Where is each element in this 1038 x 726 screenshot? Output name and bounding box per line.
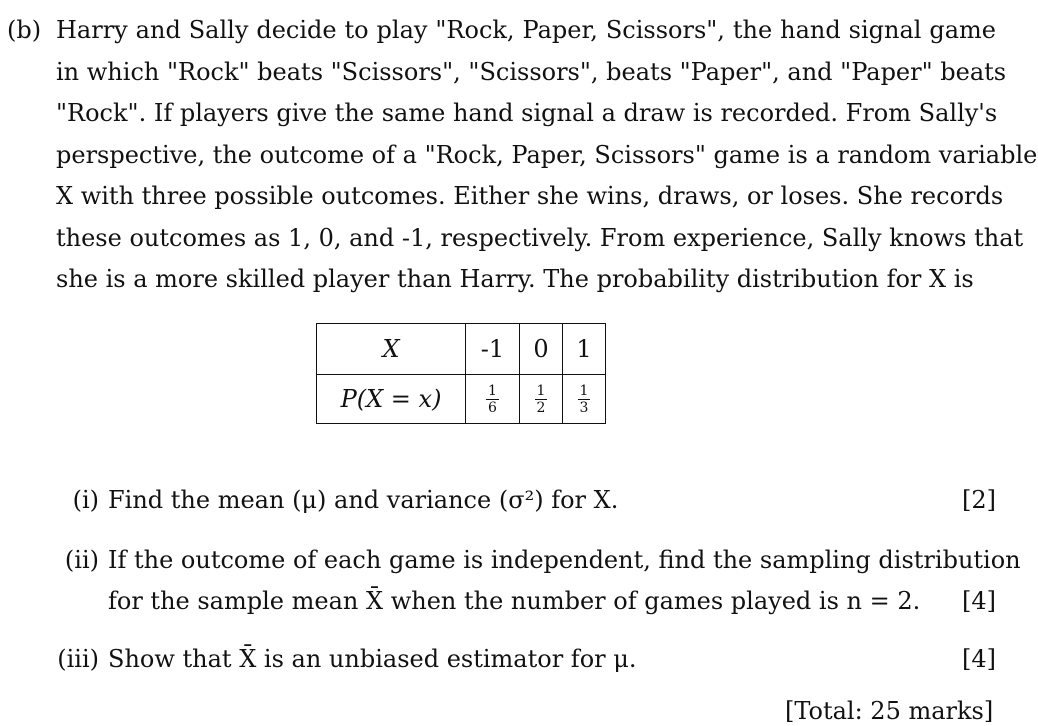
question-marks: [4] — [962, 645, 996, 673]
probability-distribution-table — [316, 323, 606, 424]
table-header-label: X — [317, 324, 466, 375]
fraction: $\frac{1}{6}$ — [488, 382, 497, 416]
question-marks: [2] — [962, 486, 996, 514]
question-i — [0, 480, 996, 521]
table-row-label: P(X = x) — [317, 375, 466, 424]
table-header-row — [317, 324, 606, 375]
question-label: (iii) — [57, 645, 99, 673]
paragraph-line: in which "Rock" beats "Scissors", "Scissors", beats "Paper", and "Paper" beats — [56, 57, 1007, 86]
paragraph-line: these outcomes as 1, 0, and -1, respectively. From experience, Sally knows that — [56, 223, 1024, 252]
table-cell-value: 0 — [520, 324, 563, 375]
question-iii — [0, 639, 996, 680]
paragraph-line: she is a more skilled player than Harry. The probability distribution for X is — [56, 265, 974, 293]
part-b-paragraph — [56, 10, 1038, 301]
question-text: Find the mean (μ) and variance (σ²) for X. — [108, 486, 619, 514]
question-marks: [4] — [962, 587, 996, 615]
table-cell-probability — [466, 375, 520, 424]
question-label: (i) — [72, 486, 99, 514]
table-probability-row — [317, 375, 606, 424]
table-cell-probability — [520, 375, 563, 424]
part-label: (b) — [7, 16, 42, 44]
question-text: Show that X̄ is an unbiased estimator for μ. — [108, 645, 637, 673]
table-cell-value: 1 — [563, 324, 606, 375]
table-cell-value: -1 — [466, 324, 520, 375]
paragraph-line: perspective, the outcome of a "Rock, Paper, Scissors" game is a random variable — [56, 140, 1038, 169]
total-marks: [Total: 25 marks] — [785, 697, 994, 725]
paragraph-line: Harry and Sally decide to play "Rock, Paper, Scissors", the hand signal game — [56, 16, 996, 44]
paragraph-line: X with three possible outcomes. Either she wins, draws, or loses. She records — [56, 182, 1004, 210]
question-text: for the sample mean X̄ when the number of games played is n = 2. — [108, 587, 921, 615]
question-text: If the outcome of each game is independent, find the sampling distribution — [108, 546, 1021, 574]
question-label: (ii) — [64, 546, 99, 574]
fraction: $\frac{1}{3}$ — [579, 382, 589, 416]
table-cell-probability — [563, 375, 606, 424]
question-ii — [0, 540, 1021, 622]
paragraph-line: "Rock". If players give the same hand signal a draw is recorded. From Sally's — [56, 99, 998, 127]
fraction: $\frac{1}{2}$ — [536, 382, 546, 416]
